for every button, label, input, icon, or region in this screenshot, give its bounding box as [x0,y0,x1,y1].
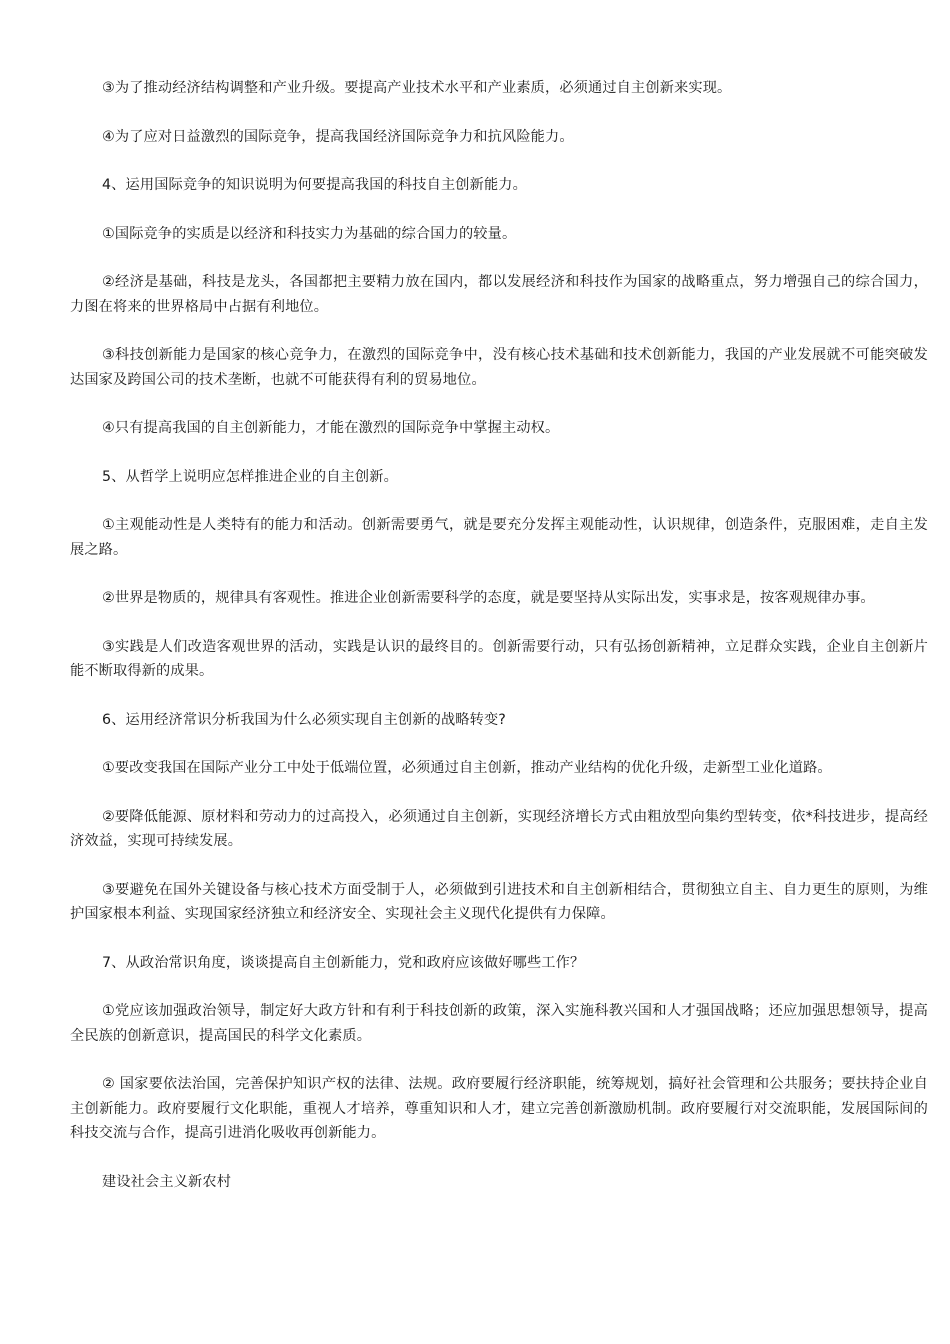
question-4-heading: 4、运用国际竞争的知识说明为何要提高我国的科技自主创新能力。 [102,177,527,193]
q7-point-2: ② 国家要依法治国，完善保护知识产权的法律、法规。政府要履行经济职能，统筹规划，搞好社会管理和公共服务；要扶持企业自主创新能力。政府要履行文化职能，重视人才培养，尊重知识和人才，建立完善创新激励机制。政府要履行对交流职能，发展国际间的科技交流与合作，提高引进消化吸收再创新能力。 [70,1076,928,1141]
q7-point-1: ①党应该加强政治领导，制定好大政方针和有利于科技创新的政策，深入实施科教兴国和人才强国战略；还应加强思想领导，提高全民族的创新意识，提高国民的科学文化素质。 [70,1003,928,1044]
paragraph-4-intl-competition: ④为了应对日益激烈的国际竞争，提高我国经济国际竞争力和抗风险能力。 [102,128,574,145]
q6-point-1: ①要改变我国在国际产业分工中处于低端位置，必须通过自主创新，推动产业结构的优化升级，走新型工业化道路。 [102,760,832,776]
question-6-heading: 6、运用经济常识分析我国为什么必须实现自主创新的战略转变? [102,711,506,728]
question-7-heading: 7、从政治常识角度，谈谈提高自主创新能力，党和政府应该做好哪些工作？ [102,954,585,971]
q5-point-2: ②世界是物质的，规律具有客观性。推进企业创新需要科学的态度，就是要坚持从实际出发，实事求是，按客观规律办事。 [102,590,875,606]
q5-point-3: ③实践是人们改造客观世界的活动，实践是认识的最终目的。创新需要行动，只有弘扬创新精神，立足群众实践，企业自主创新片能不断取得新的成果。 [70,638,928,679]
q6-point-3: ③要避免在国外关键设备与核心技术方面受制于人，必须做到引进技术和自主创新相结合，贯彻独立自主、自力更生的原则，为维护国家根本利益、实现国家经济独立和经济安全、实现社会主义现代化提供有力保障。 [70,881,928,922]
section-heading-new-countryside: 建设社会主义新农村 [102,1173,232,1190]
q4-point-3: ③科技创新能力是国家的核心竞争力，在激烈的国际竞争中，没有核心技术基础和技术创新能力，我国的产业发展就不可能突破发达国家及跨国公司的技术垄断，也就不可能获得有利的贸易地位。 [70,347,928,388]
q4-point-4: ④只有提高我国的自主创新能力，才能在激烈的国际竞争中掌握主动权。 [102,420,560,436]
document-body [70,76,928,1194]
q4-point-1: ①国际竞争的实质是以经济和科技实力为基础的综合国力的较量。 [102,225,517,242]
q4-point-2: ②经济是基础，科技是龙头，各国都把主要精力放在国内，都以发展经济和科技作为国家的战略重点，努力增强自己的综合国力，力图在将来的世界格局中占据有利地位。 [70,274,928,315]
q6-point-2: ②要降低能源、原材料和劳动力的过高投入，必须通过自主创新，实现经济增长方式由粗放型向集约型转变，依*科技进步，提高经济效益，实现可持续发展。 [70,808,928,849]
q5-point-1: ①主观能动性是人类特有的能力和活动。创新需要勇气，就是要充分发挥主观能动性，认识规律，创造条件，克服困难，走自主发展之路。 [70,517,928,558]
question-5-heading: 5、从哲学上说明应怎样推进企业的自主创新。 [102,468,398,485]
paragraph-3-econ-structure: ③为了推动经济结构调整和产业升级。要提高产业技术水平和产业素质，必须通过自主创新来实现。 [102,80,732,96]
